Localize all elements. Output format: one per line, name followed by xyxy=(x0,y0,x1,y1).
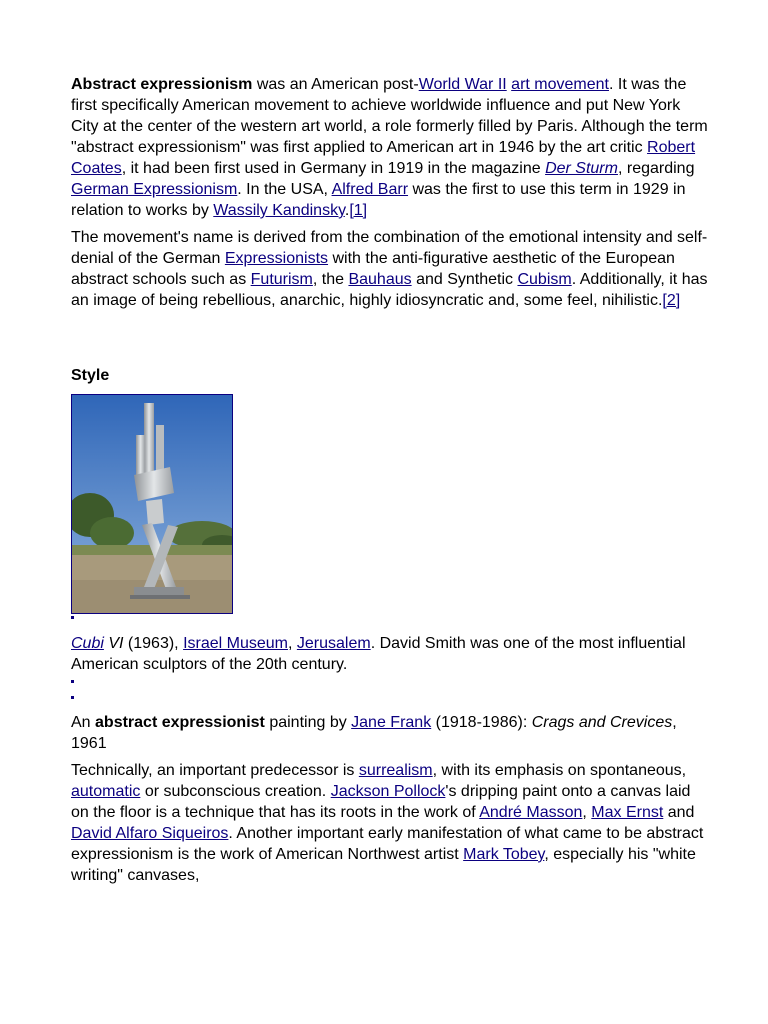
link-futurism[interactable]: Futurism xyxy=(250,271,313,288)
link-andre-masson[interactable]: André Masson xyxy=(479,804,583,821)
link-german-expressionism[interactable]: German Expressionism xyxy=(71,181,238,198)
sculpture-photo xyxy=(72,395,232,613)
image-bullet xyxy=(71,616,74,619)
bold-term: Abstract expressionism xyxy=(71,76,253,93)
link-israel-museum[interactable]: Israel Museum xyxy=(183,635,288,652)
image-bullet xyxy=(71,680,74,683)
link-max-ernst[interactable]: Max Ernst xyxy=(591,804,664,821)
link-cubism[interactable]: Cubism xyxy=(517,271,572,288)
link-bauhaus[interactable]: Bauhaus xyxy=(348,271,412,288)
link-world-war-ii[interactable]: World War II xyxy=(418,76,507,93)
link-surrealism[interactable]: surrealism xyxy=(358,762,433,779)
missing-image-markers xyxy=(71,680,711,699)
intro-paragraph: Abstract expressionism was an American post-World War II art movement. It was the first specifically American movement to achieve worldwide influence and put New York City at the center of the western art world, a role formerly filled by Paris. Although the term "abstract expressionism" was first applied to American art in 1946 by the art critic Robert Coates, it had been first used in Germany in 1919 in the magazine Der Sturm, regarding German Expressionism. In the USA, Alfred Barr was the first to use this term in 1929 in relation to works by Wassily Kandinsky.[1] xyxy=(71,76,708,219)
citation-link-2[interactable]: [2] xyxy=(662,292,681,309)
article-body xyxy=(71,74,711,886)
sculpture-image[interactable] xyxy=(71,394,233,614)
link-jerusalem[interactable]: Jerusalem xyxy=(296,635,371,652)
link-art-movement[interactable]: art movement xyxy=(511,76,609,93)
link-der-sturm[interactable]: Der Sturm xyxy=(545,160,618,177)
image-caption: Cubi VI (1963), Israel Museum, Jerusalem. David Smith was one of the most influential American sculptors of the 20th century. xyxy=(71,635,686,673)
painting-caption: An abstract expressionist painting by Jane Frank (1918-1986): Crags and Crevices, 1961 xyxy=(71,714,677,752)
link-jane-frank[interactable]: Jane Frank xyxy=(351,714,432,731)
link-jackson-pollock[interactable]: Jackson Pollock xyxy=(330,783,446,800)
link-alfred-barr[interactable]: Alfred Barr xyxy=(331,181,409,198)
link-david-alfaro-siqueiros[interactable]: David Alfaro Siqueiros xyxy=(71,825,229,842)
name-paragraph: The movement's name is derived from the combination of the emotional intensity and self-denial of the German Expressionists with the anti-figurative aesthetic of the European abstract schools such as Futurism, the Bauhaus and Synthetic Cubism. Additionally, it has an image of being rebellious, anarchic, highly idiosyncratic and, some feel, nihilistic.[2] xyxy=(71,229,708,309)
citation-link-1[interactable]: [1] xyxy=(349,202,368,219)
link-robert-coates[interactable]: Robert Coates xyxy=(71,139,696,177)
link-wassily-kandinsky[interactable]: Wassily Kandinsky xyxy=(213,202,345,219)
section-heading-style: Style xyxy=(71,367,110,384)
link-automatic[interactable]: automatic xyxy=(71,783,141,800)
link-expressionists[interactable]: Expressionists xyxy=(224,250,329,267)
link-mark-tobey[interactable]: Mark Tobey xyxy=(463,846,545,863)
image-bullet xyxy=(71,696,74,699)
link-cubi[interactable]: Cubi xyxy=(71,635,104,652)
technique-paragraph: Technically, an important predecessor is surrealism, with its emphasis on spontaneous, automatic or subconscious creation. Jackson Pollock's dripping paint onto a canvas laid on the floor is a technique that has its roots in the work of André Masson, Max Ernst and David Alfaro Siqueiros. Another important early manifestation of what came to be abstract expressionism is the work of American Northwest artist Mark Tobey, especially his "white writing" canvases, xyxy=(71,762,704,884)
